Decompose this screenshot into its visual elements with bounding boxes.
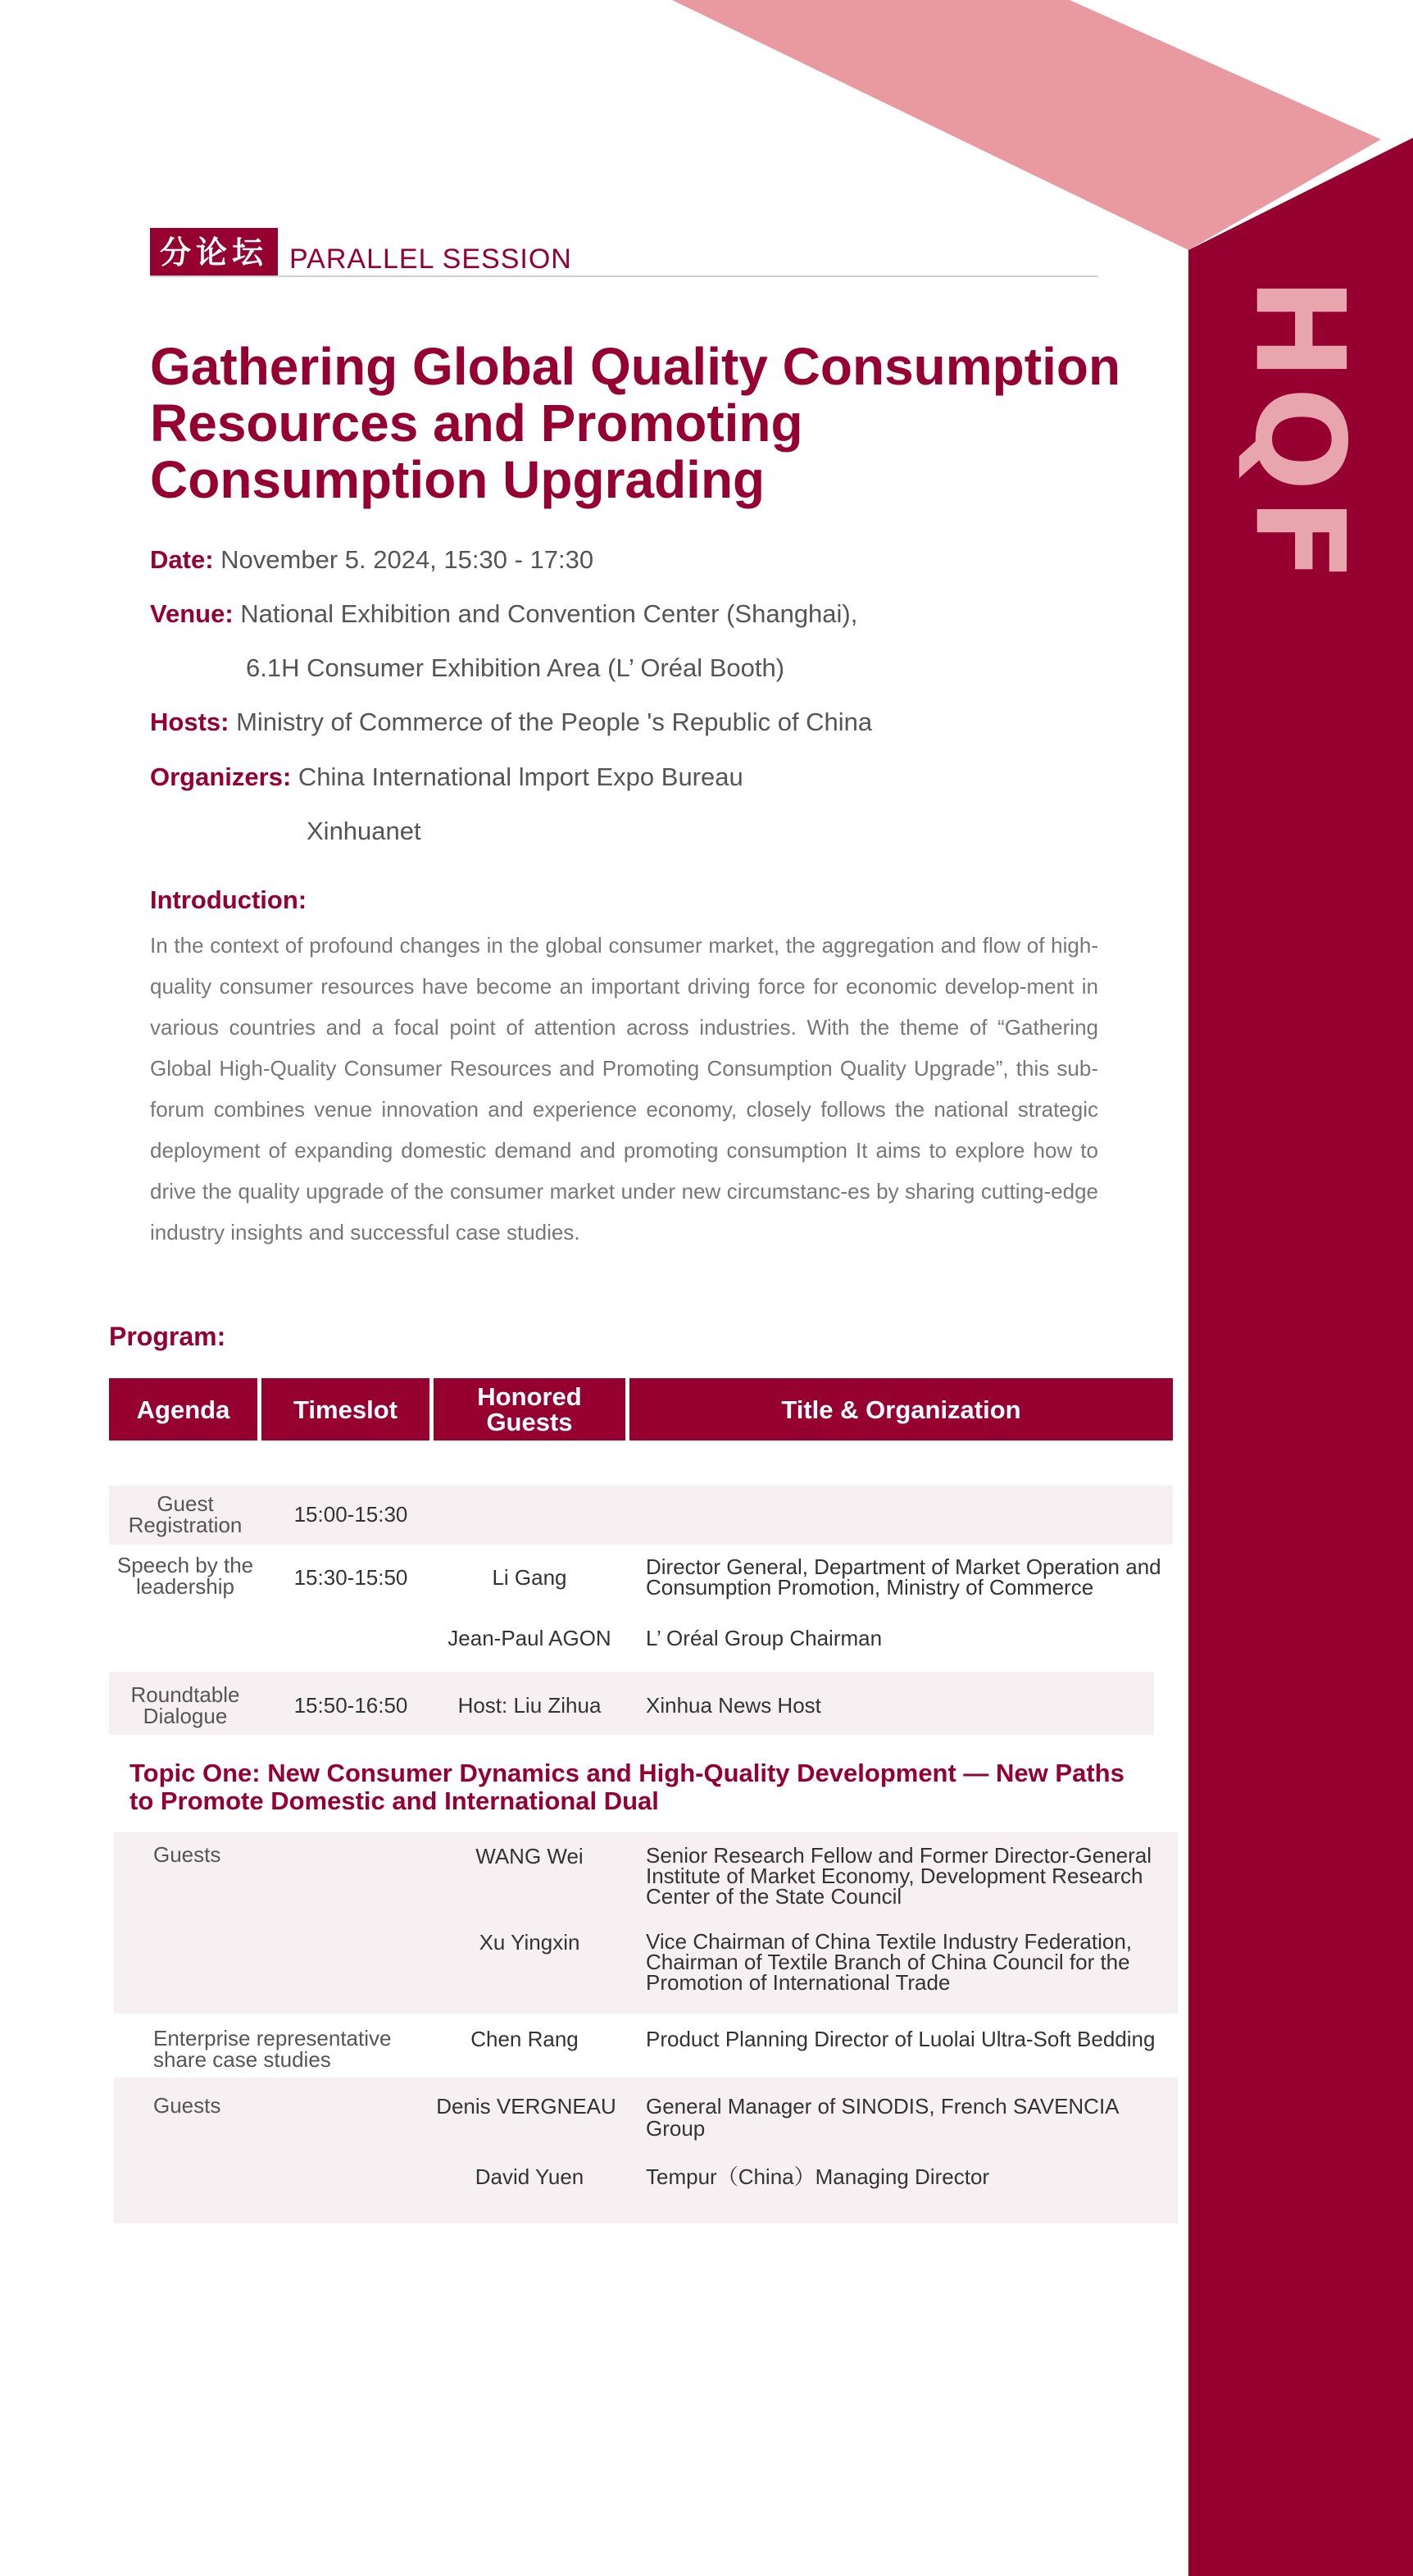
header-timeslot: Timeslot	[261, 1378, 429, 1440]
table-cell-title: Vice Chairman of China Textile Industry Federation, Chairman of Textile Branch of China Council for the Promotion of International Trade	[646, 1929, 1133, 1995]
table-cell-agenda: Enterprise representative share case studies	[153, 2026, 392, 2072]
table-cell-title: Director General, Department of Market Operation and Consumption Promotion, Ministry of Commerce	[646, 1554, 1161, 1600]
venue-value-continued: 6.1H Consumer Exhibition Area (L’ Oréal Booth)	[246, 653, 785, 682]
venue-label: Venue:	[150, 599, 234, 628]
organizers-line	[150, 762, 743, 792]
venue-line	[150, 599, 857, 629]
session-tag	[150, 228, 572, 277]
table-cell-guest: Li Gang	[492, 1565, 567, 1590]
table-cell-title: Tempur（China）Managing Director	[646, 2164, 990, 2189]
date-value: November 5. 2024, 15:30 - 17:30	[220, 545, 594, 574]
table-cell-title: Xinhua News Host	[646, 1693, 821, 1718]
table-cell-guest: Chen Rang	[470, 2027, 579, 2051]
side-bar-decoration	[1188, 250, 1413, 2576]
table-cell-timeslot: 15:50-16:50	[293, 1693, 408, 1718]
hosts-line	[150, 708, 872, 737]
session-tag-en: PARALLEL SESSION	[289, 243, 572, 275]
table-cell-timeslot: 15:30-15:50	[293, 1565, 408, 1590]
header-title-organization: Title & Organization	[629, 1378, 1173, 1440]
organizers-value: China International lmport Expo Bureau	[298, 762, 743, 791]
table-cell-title: Senior Research Fellow and Former Director-General Institute of Market Economy, Development Research Center of the State Council	[646, 1843, 1152, 1909]
date-label: Date:	[150, 545, 214, 574]
session-tag-cn: 分论坛	[150, 228, 278, 277]
program-label: Program:	[109, 1322, 226, 1351]
table-cell-agenda: Speech by the leadership	[116, 1553, 254, 1599]
header-honored-guests: Honored Guests	[434, 1378, 625, 1440]
table-cell-guest: Xu Yingxin	[479, 1930, 580, 1955]
topic-heading: Topic One: New Consumer Dynamics and High-Quality Development — New Paths to Promote Domestic and International Dual	[129, 1759, 1124, 1815]
date-line	[150, 545, 593, 575]
table-cell-guest: Host: Liu Zihua	[457, 1693, 602, 1718]
venue-value: National Exhibition and Convention Center (Shanghai),	[240, 599, 858, 628]
diagonal-band-decoration	[0, 0, 1413, 262]
table-cell-agenda: Guests	[153, 2093, 221, 2118]
organizers-value-continued: Xinhuanet	[307, 817, 421, 845]
table-cell-agenda: Guests	[153, 1842, 221, 1867]
table-cell-agenda: Roundtable Dialogue	[130, 1682, 240, 1728]
divider	[150, 275, 1098, 277]
header-agenda: Agenda	[109, 1378, 257, 1440]
hosts-label: Hosts:	[150, 708, 229, 736]
table-cell-timeslot: 15:00-15:30	[293, 1502, 408, 1527]
table-cell-guest: Jean-Paul AGON	[448, 1626, 611, 1650]
table-cell-guest: WANG Wei	[475, 1844, 584, 1868]
table-cell-agenda: Guest Registration	[128, 1491, 243, 1537]
table-cell-title: Product Planning Director of Luolai Ultra-Soft Bedding	[646, 2027, 1156, 2051]
organizers-label: Organizers:	[150, 762, 292, 791]
introduction-label: Introduction:	[150, 885, 307, 914]
hosts-value: Ministry of Commerce of the People 's Republic of China	[236, 708, 873, 736]
table-cell-title: General Manager of SINODIS, French SAVENCIA Group	[646, 2094, 1119, 2141]
hqf-logo: HQF	[1228, 277, 1370, 589]
table-cell-guest: Denis VERGNEAU	[436, 2094, 616, 2119]
page-title: Gathering Global Quality Consumption Resources and Promoting Consumption Upgrading	[150, 337, 1121, 509]
table-cell-guest: David Yuen	[475, 2164, 584, 2189]
introduction-text: In the context of profound changes in the global consumer market, the aggregation and flow of high-quality consumer resources have become an important driving force for economic develop-ment in various countries and a focal point of attention across industries. With the theme of “Gathering Global High-Quality Consumer Resources and Promoting Consumption Quality Upgrade”, this sub-forum combines venue innovation and experience economy, closely follows the national strategic deployment of expanding domestic demand and promoting consumption It aims to explore how to drive the quality upgrade of the consumer market under new circumstanc-es by sharing cutting-edge industry insights and successful case studies.	[150, 933, 1098, 1245]
table-cell-title: L’ Oréal Group Chairman	[646, 1626, 883, 1650]
